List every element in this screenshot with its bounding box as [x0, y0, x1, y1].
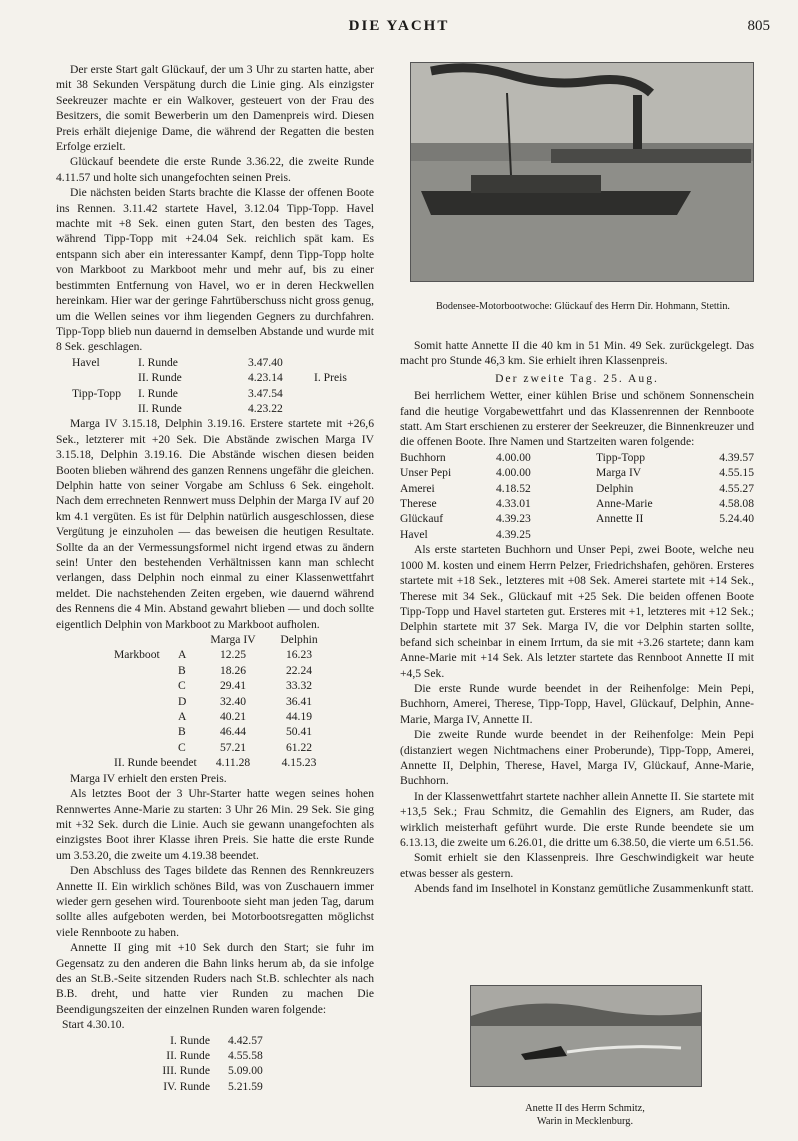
table-cell: 33.32	[285, 679, 313, 693]
table-cell: D	[178, 694, 187, 708]
start-times-table	[400, 450, 754, 542]
table-cell: Amerei	[400, 481, 435, 495]
table-cell: I. Preis	[314, 371, 347, 385]
table-cell: IV. Runde	[163, 1079, 210, 1093]
table-cell: 36.41	[285, 694, 313, 708]
photo-glueckauf-boat	[410, 62, 754, 282]
paragraph: Marga IV erhielt den ersten Preis.	[70, 771, 227, 785]
table-cell: 5.24.40	[719, 512, 754, 526]
table-cell: 4.15.23	[281, 756, 317, 770]
table-cell: 12.25	[219, 648, 247, 662]
table-cell: Havel	[400, 527, 428, 541]
table-cell: Therese	[400, 497, 437, 511]
table-cell: 50.41	[285, 725, 313, 739]
table-cell: 46.44	[219, 725, 247, 739]
table-cell: 32.40	[219, 694, 247, 708]
table-cell: 4.23.22	[248, 401, 283, 415]
table-cell: Glückauf	[400, 512, 444, 526]
table-row	[400, 481, 754, 496]
paragraph: Der erste Start galt Glückauf, der um 3 Uhr zu starten hatte, aber mit 38 Sekunden Verspätung durch die Linie ging. Als einzigster Seekreuzer machte er ein Walkover, gesteuert von der Frau des Besitzers, die somit Bewerberin um den Damenpreis wird. Diesen Preis erhält diejenige Dame, die während der Regatten die besten Erfolge erzielt.	[56, 63, 374, 154]
table-row	[400, 527, 754, 542]
table-cell	[114, 678, 178, 693]
paragraph: Den Abschluss des Tages bildete das Rennen des Rennkreuzers Annette II. Ein wirklich schönes Bild, was von Zuschauern immer wieder gern gesehen wird. Tourenboote sieht man jeden Tag, darum sollte alles aufgeboten werden, bei Motorbootsregatten möglichst viele Rennboote zu haben.	[56, 864, 374, 939]
table-row	[114, 740, 332, 755]
table-cell: 16.23	[285, 648, 313, 662]
table-cell: 4.58.08	[719, 497, 754, 511]
table-cell	[114, 694, 178, 709]
table-cell	[114, 663, 178, 678]
table-cell: 4.18.52	[496, 481, 531, 495]
table-cell	[314, 386, 374, 401]
table-cell: 22.24	[285, 663, 313, 677]
paragraph: In der Klassenwettfahrt startete nachher allein Annette II. Sie startete mit +13,5 Sek.; Frau Schmitz, die Gemahlin des Eigners, am Ruder, das wirklich meisterhaft geführt wurde. Die erste Runde beendete sie um 6.13.13, die zweite um 6.26.01, die dritte um 6.38.50, die vierte um 6.51.56.	[400, 789, 754, 849]
table-row	[400, 496, 754, 511]
table-cell: 4.39.23	[496, 512, 531, 526]
markboot-table	[114, 632, 332, 771]
table-cell: B	[178, 725, 186, 739]
table-cell: 4.42.57	[228, 1033, 263, 1047]
table-cell	[114, 709, 178, 724]
photo-annette-boat	[470, 985, 702, 1087]
table-cell: 4.00.00	[496, 450, 531, 464]
table-cell: Tipp-Topp	[596, 450, 646, 464]
table-cell: II. Runde beendet	[114, 756, 197, 770]
table-row	[114, 709, 332, 724]
table-cell: 61.22	[285, 740, 313, 754]
table-cell	[72, 401, 138, 416]
table-cell: Markboot	[114, 648, 160, 662]
table-row	[144, 1063, 263, 1078]
table-cell: Annette II	[596, 512, 644, 526]
table-cell: Marga IV	[596, 466, 642, 480]
table-cell: II. Runde	[138, 371, 182, 385]
table-row	[400, 450, 754, 465]
table-cell: I. Runde	[138, 386, 178, 400]
table-cell: 4.00.00	[496, 466, 531, 480]
table-cell: 4.39.25	[496, 527, 531, 541]
photo-caption-line2: Warin in Mecklenburg.	[536, 1116, 634, 1127]
lap-times-table	[144, 1033, 263, 1095]
table-cell: 4.55.27	[719, 481, 754, 495]
paragraph: Glückauf beendete die erste Runde 3.36.22, die zweite Runde 4.11.57 und holte sich unangefochten seinen Preis.	[56, 155, 374, 184]
paragraph: Als erste starteten Buchhorn und Unser Pepi, zwei Boote, welche neu 1000 M. kosten und einem Herrn Pelzer, Friedrichshafen, gehören. Ersteres startete mit +18 Sek., letzteres mit +08 Sek. Amerei startete mit +14 Sek., Therese mit 34 Sek., Glückauf mit +25 Sek. Die beiden offenen Boote Tipp-Topp und Havel starteten gut. Ersteres mit +1, letzteres mit +12 Sek.; Delphin startete mit 37 Sek. Marga IV, die vor Delphin starten sollte, befand sich scheinbar in einem Irrtum, da sie mit +3.26 startete; dann kam Anne-Marie mit +14 Sek. Als letzter startete das Rennboot Annette II mit +4,5 Sek.	[400, 543, 754, 680]
table-cell: Tipp-Topp	[72, 386, 122, 400]
table-row	[114, 663, 332, 678]
photo-caption: Bodensee-Motorbootwoche: Glückauf des Herrn Dir. Hohmann, Stettin.	[436, 301, 730, 312]
paragraph: Somit hatte Annette II die 40 km in 51 Min. 49 Sek. zurückgelegt. Das macht pro Stunde 46,3 km. Sie erhielt ihren Klassenpreis.	[400, 339, 754, 368]
table-cell: 18.26	[219, 663, 247, 677]
paragraph: Annette II ging mit +10 Sek durch den Start; sie fuhr im Gegensatz zu den anderen die Bahn links herum ab, da sie infolge des an St.B.-Seite sitzenden Ruders nach St.B. schlechter als nach B.B. dreht, und hatte vier Runden zu machen Die Beendigungszeiten der einzelnen Runden waren folgende:	[56, 941, 374, 1016]
table-cell: 57.21	[219, 740, 247, 754]
table-cell: 4.39.57	[719, 450, 754, 464]
speedboat-photo-image	[471, 986, 701, 1086]
table-cell: 4.33.01	[496, 497, 531, 511]
table-row	[114, 694, 332, 709]
table-row	[114, 647, 332, 662]
table-cell: A	[178, 648, 187, 662]
results-table-open-boats	[72, 355, 374, 417]
table-cell: II. Runde	[138, 401, 182, 415]
table-row	[72, 386, 374, 401]
table-cell: II. Runde	[166, 1049, 210, 1062]
paragraph: Abends fand im Inselhotel in Konstanz gemütliche Zusammenkunft statt.	[414, 882, 754, 896]
left-column	[56, 62, 374, 1094]
table-cell: Anne-Marie	[596, 497, 653, 511]
table-cell: 29.41	[219, 679, 247, 693]
paragraph: Marga IV 3.15.18, Delphin 3.19.16. Erstere startete mit +26,6 Sek., letzterer mit +20 Sek. Die Abstände zwischen Marga IV 3.15.18, Delphin 3.19.16. Die Abstände wischen diesen beiden Booten blieben während des ganzen Rennens ungefähr die gleichen. Delphin hatte von seiner Vorgabe am Schluss 6 Sek. eingeholt. Nach dem errechneten Rennwert muss Delphin der Marga IV auf 20 km 4.1 vergüten. Es ist für Delphin natürlich ausgeschlossen, diese Vergütung je einzuholen — das beweisen die heutigen Resultate. Sollte da an der Vermessungsformel nicht irgend etwas zu ändern sein! Unter den bestehenden Verhältnissen kann man schlecht verlangen, dass Delphin noch einmal zu einer Klassenwettfahrt meldet. Die nachstehenden Zeiten ergeben, wie dauernd während des Rennens die 4 Min. Abstand gewahrt blieben — und doch sollte eigentlich Delphin von Markboot zu Markboot aufholen.	[56, 417, 374, 631]
table-row	[400, 465, 754, 480]
table-row	[72, 370, 374, 385]
section-heading: Der zweite Tag. 25. Aug.	[495, 371, 659, 385]
table-row	[114, 755, 332, 770]
table-cell	[114, 724, 178, 739]
table-row	[72, 401, 374, 416]
table-cell: B	[178, 663, 186, 677]
right-column	[400, 338, 754, 897]
table-cell: I. Runde	[170, 1033, 210, 1047]
table-cell: 4.23.14	[248, 371, 283, 385]
table-cell: 4.11.28	[215, 756, 251, 770]
table-cell: 44.19	[285, 710, 313, 724]
paragraph: Als letztes Boot der 3 Uhr-Starter hatte wegen seines hohen Rennwertes Anne-Marie zu starten: 3 Uhr 26 Min. 29 Sek. Sie ging mit +32 Sek. durch die Linie. Auch sie gewann unangefochten als einzigstes Boot ihrer Klasse ihren Preis. Sie hatte die erste Runde um 3.53.20, die zweite um 4.19.38 beendet.	[56, 787, 374, 862]
table-cell: Unser Pepi	[400, 466, 452, 480]
table-cell: I. Runde	[138, 355, 178, 369]
table-cell: 5.21.59	[228, 1079, 263, 1093]
table-cell: 3.47.54	[248, 386, 283, 400]
paragraph: Somit erhielt sie den Klassenpreis. Ihre Geschwindigkeit war heute etwas besser als gestern.	[400, 851, 754, 880]
paragraph: Bei herrlichem Wetter, einer kühlen Brise und schönem Sonnenschein fand die heutige Vorgabewettfahrt und das Klassenrennen der Rennboote statt. Am Start erschienen zu ersterer der Seekreuzer, die Binnenkreuzer und die offenen Boote. Ihre Namen und Startzeiten waren folgende:	[400, 389, 754, 449]
table-cell	[314, 355, 374, 370]
table-row	[114, 724, 332, 739]
table-row	[144, 1048, 263, 1063]
table-cell: Havel	[72, 355, 100, 369]
table-row	[72, 355, 374, 370]
table-cell: C	[178, 740, 186, 754]
paragraph: Die zweite Runde wurde beendet in der Reihenfolge: Mein Pepi (distanziert wegen Nichtmachens einer Proberunde), Tipp-Topp, Amerei, Annette II, Delphin, Therese, Havel, Marga IV, Glückauf, Anne-Marie, Buchhorn.	[400, 728, 754, 788]
table-cell: 3.47.40	[248, 355, 283, 369]
table-cell: 5.09.00	[228, 1064, 263, 1078]
table-cell	[596, 527, 696, 542]
table-cell: 4.55.15	[719, 466, 754, 480]
table-cell: III. Runde	[162, 1064, 210, 1078]
table-cell: C	[178, 679, 186, 693]
table-row	[144, 1033, 263, 1048]
table-cell	[314, 401, 374, 416]
boat-photo-image	[411, 63, 753, 281]
page-header-title: DIE YACHT	[348, 18, 450, 34]
table-row	[400, 511, 754, 526]
col-header: Delphin	[280, 633, 318, 647]
photo-caption-line1: Anette II des Herrn Schmitz,	[525, 1103, 645, 1114]
table-row	[144, 1079, 263, 1094]
page-number: 805	[747, 18, 770, 34]
table-cell	[72, 370, 138, 385]
table-cell: 4.55.58	[228, 1049, 263, 1062]
table-cell: Buchhorn	[400, 450, 446, 464]
paragraph: Die erste Runde wurde beendet in der Reihenfolge: Mein Pepi, Buchhorn, Amerei, Therese, Tipp-Topp, Havel, Glückauf, Delphin, Anne-Marie, Marga IV, Annette II.	[400, 681, 754, 726]
table-cell	[696, 527, 754, 542]
table-cell: Delphin	[596, 481, 634, 495]
table-cell: A	[178, 710, 187, 724]
table-row	[114, 678, 332, 693]
col-header: Marga IV	[210, 633, 256, 647]
table-cell: 40.21	[219, 710, 247, 724]
start-time: Start 4.30.10.	[62, 1018, 125, 1032]
paragraph: Die nächsten beiden Starts brachte die Klasse der offenen Boote ins Rennen. 3.11.42 startete Havel, 3.12.04 Tipp-Topp. Havel machte mit +8 Sek. einen guten Start, den besten des Tages, während Tipp-Topp mit +24.04 Sek. reichlich spät kam. Es entspann sich aber ein interessanter Kampf, denn Tipp-Topp holte von Markboot zu Markboot mehr und mehr auf, bis zu einer bestimmten Entfernung von Havel, wo er in deren Heckwellen hereinkam. Hier war der geringe Fahrtüberschuss nicht gross genug, um die Wellen seines vor ihm liegenden Gegners zu durchfahren. Tipp-Topp blieb nun dauernd in demselben Abstande und wurde mit 8 Sek. geschlagen.	[56, 186, 374, 354]
table-cell	[114, 740, 178, 755]
